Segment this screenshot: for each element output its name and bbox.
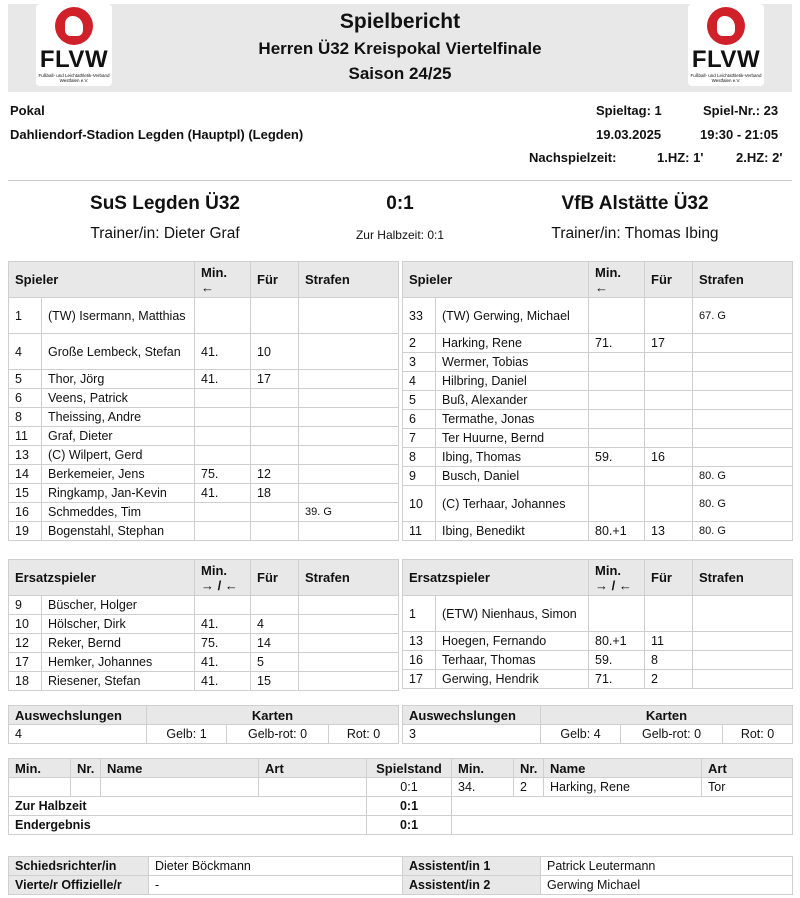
sub-minute — [589, 298, 645, 334]
penalty: 80. G — [693, 522, 793, 541]
player-number: 13 — [403, 632, 436, 651]
penalty — [693, 596, 793, 632]
player-number: 4 — [9, 334, 42, 370]
player-name: Veens, Patrick — [42, 389, 195, 408]
player-row — [403, 632, 793, 651]
col-away-nr: Nr. — [514, 759, 544, 778]
player-number: 33 — [403, 298, 436, 334]
home-subs-table — [8, 559, 399, 691]
player-number: 17 — [403, 670, 436, 689]
assistant1-label: Assistent/in 1 — [403, 857, 541, 876]
player-row — [9, 634, 399, 653]
replaced-number — [645, 391, 693, 410]
player-name: (TW) Isermann, Matthias — [42, 298, 195, 334]
replaced-number — [645, 429, 693, 448]
player-row — [403, 391, 793, 410]
player-row — [403, 486, 793, 522]
player-number: 8 — [403, 448, 436, 467]
fourth-official-name: - — [149, 876, 403, 895]
away-yellow-red-count: Gelb-rot: 0 — [621, 725, 723, 744]
col-home-nr: Nr. — [71, 759, 101, 778]
player-name: Schmeddes, Tim — [42, 503, 195, 522]
extra-time-label: Nachspielzeit: — [529, 150, 617, 165]
goal-score: 0:1 — [367, 778, 452, 797]
player-name: Ibing, Benedikt — [436, 522, 589, 541]
replaced-number — [645, 467, 693, 486]
season-title: Saison 24/25 — [348, 64, 452, 83]
replaced-number — [645, 410, 693, 429]
player-row — [9, 389, 399, 408]
penalty: 67. G — [693, 298, 793, 334]
extra-time-second-half: 2.HZ: 2' — [736, 150, 783, 165]
player-row — [9, 370, 399, 389]
penalty — [299, 653, 399, 672]
match-type: Pokal — [10, 103, 45, 118]
extra-time-first-half: 1.HZ: 1' — [657, 150, 704, 165]
player-row — [403, 410, 793, 429]
player-name: Reker, Bernd — [42, 634, 195, 653]
sub-minute — [589, 467, 645, 486]
replaced-number: 2 — [645, 670, 693, 689]
col-penalties: Strafen — [693, 560, 793, 596]
sub-minute: 41. — [195, 370, 251, 389]
sub-minute — [589, 372, 645, 391]
player-row — [403, 353, 793, 372]
away-red-count: Rot: 0 — [723, 725, 793, 744]
goal-row — [9, 778, 793, 797]
col-home-name: Name — [101, 759, 259, 778]
col-home-min: Min. — [9, 759, 71, 778]
sub-minute — [589, 353, 645, 372]
replaced-number — [251, 427, 299, 446]
matchday: Spieltag: 1 — [596, 103, 662, 118]
col-cards: Karten — [541, 706, 793, 725]
player-row — [403, 298, 793, 334]
away-team-name: VfB Alstätte Ü32 — [561, 193, 709, 214]
sub-minute — [195, 503, 251, 522]
player-row — [9, 522, 399, 541]
player-name: Wermer, Tobias — [436, 353, 589, 372]
player-name: Hoegen, Fernando — [436, 632, 589, 651]
match-time: 19:30 - 21:05 — [700, 127, 779, 142]
player-name: (C) Wilpert, Gerd — [42, 446, 195, 465]
player-name: Hemker, Johannes — [42, 653, 195, 672]
penalty — [299, 389, 399, 408]
col-cards: Karten — [147, 706, 399, 725]
match-date: 19.03.2025 — [596, 127, 662, 142]
replaced-number: 11 — [645, 632, 693, 651]
player-row — [403, 429, 793, 448]
col-min: Min. → / ← — [195, 560, 251, 596]
sub-minute: 59. — [589, 448, 645, 467]
player-number: 5 — [9, 370, 42, 389]
replaced-number — [645, 353, 693, 372]
goals-table — [8, 758, 793, 835]
player-name: Büscher, Holger — [42, 596, 195, 615]
sub-minute: 41. — [195, 672, 251, 691]
sub-minute: 41. — [195, 653, 251, 672]
home-lineup-table — [8, 261, 399, 541]
replaced-number: 17 — [251, 370, 299, 389]
away-trainer: Trainer/in: Thomas Ibing — [551, 225, 719, 242]
col-away-name: Name — [544, 759, 702, 778]
player-number: 17 — [9, 653, 42, 672]
player-name: Hilbring, Daniel — [436, 372, 589, 391]
sub-minute: 71. — [589, 670, 645, 689]
player-row — [9, 503, 399, 522]
player-number: 8 — [9, 408, 42, 427]
goal-type: Tor — [702, 778, 793, 797]
player-number: 16 — [403, 651, 436, 670]
sub-minute: 41. — [195, 334, 251, 370]
away-yellow-count: Gelb: 4 — [541, 725, 621, 744]
replaced-number — [251, 408, 299, 427]
logo-subtext: Fußball- und Leichtathletik-Verband Westfalen e.V. — [690, 73, 762, 83]
player-number: 11 — [403, 522, 436, 541]
player-row — [9, 465, 399, 484]
penalty — [299, 522, 399, 541]
venue: Dahliendorf-Stadion Legden (Hauptpl) (Legden) — [10, 127, 304, 142]
fourth-official-label: Vierte/r Offizielle/r — [9, 876, 149, 895]
competition-title: Herren Ü32 Kreispokal Viertelfinale — [258, 39, 542, 58]
divider — [8, 180, 792, 181]
replaced-number — [645, 486, 693, 522]
col-sub: Ersatzspieler — [9, 560, 195, 596]
col-for: Für — [645, 560, 693, 596]
player-number: 10 — [9, 615, 42, 634]
player-row — [9, 596, 399, 615]
home-summary-table — [8, 705, 399, 744]
home-trainer: Trainer/in: Dieter Graf — [90, 225, 240, 242]
player-row — [403, 522, 793, 541]
player-row — [9, 615, 399, 634]
player-number: 9 — [403, 467, 436, 486]
player-name: Graf, Dieter — [42, 427, 195, 446]
report-title: Spielbericht — [339, 10, 461, 33]
penalty — [299, 446, 399, 465]
sub-minute — [589, 486, 645, 522]
sub-minute: 75. — [195, 465, 251, 484]
sub-minute — [195, 298, 251, 334]
player-row — [403, 596, 793, 632]
player-row — [403, 670, 793, 689]
replaced-number — [251, 298, 299, 334]
penalty — [299, 484, 399, 503]
player-name: Riesener, Stefan — [42, 672, 195, 691]
officials-table — [8, 856, 793, 895]
referee-name: Dieter Böckmann — [149, 857, 403, 876]
player-number: 2 — [403, 334, 436, 353]
referee-label: Schiedsrichter/in — [9, 857, 149, 876]
player-name: Ibing, Thomas — [436, 448, 589, 467]
player-number: 7 — [403, 429, 436, 448]
sub-minute — [195, 522, 251, 541]
player-name: Große Lembeck, Stefan — [42, 334, 195, 370]
penalty: 80. G — [693, 486, 793, 522]
player-name: (TW) Gerwing, Michael — [436, 298, 589, 334]
player-name: Gerwing, Hendrik — [436, 670, 589, 689]
sub-minute: 75. — [195, 634, 251, 653]
logo-text: FLVW — [39, 46, 109, 73]
assistant2-name: Gerwing Michael — [541, 876, 793, 895]
player-name: Ringkamp, Jan-Kevin — [42, 484, 195, 503]
col-substitutions: Auswechslungen — [403, 706, 541, 725]
player-row — [9, 427, 399, 446]
sub-minute: 80.+1 — [589, 632, 645, 651]
col-player: Spieler — [403, 262, 589, 298]
replaced-number: 17 — [645, 334, 693, 353]
replaced-number — [251, 522, 299, 541]
replaced-number: 16 — [645, 448, 693, 467]
penalty — [299, 672, 399, 691]
player-number: 6 — [403, 410, 436, 429]
player-name: (C) Terhaar, Johannes — [436, 486, 589, 522]
penalty — [693, 410, 793, 429]
replaced-number — [645, 372, 693, 391]
replaced-number — [251, 503, 299, 522]
player-row — [9, 653, 399, 672]
penalty — [299, 596, 399, 615]
halftime-result: 0:1 — [367, 797, 452, 816]
home-team-name: SuS Legden Ü32 — [90, 193, 240, 214]
halftime-score: Zur Halbzeit: 0:1 — [355, 228, 445, 242]
sub-minute — [589, 596, 645, 632]
final-label: Endergebnis — [9, 816, 367, 835]
penalty — [299, 298, 399, 334]
player-row — [403, 372, 793, 391]
penalty — [693, 372, 793, 391]
sub-minute: 41. — [195, 484, 251, 503]
col-away-min: Min. — [452, 759, 514, 778]
assistant1-name: Patrick Leutermann — [541, 857, 793, 876]
player-row — [9, 446, 399, 465]
player-number: 9 — [9, 596, 42, 615]
goal-nr: 2 — [514, 778, 544, 797]
home-red-count: Rot: 0 — [329, 725, 399, 744]
col-min: Min. ← — [195, 262, 251, 298]
player-number: 5 — [403, 391, 436, 410]
report-header — [8, 4, 792, 92]
col-for: Für — [645, 262, 693, 298]
replaced-number — [251, 446, 299, 465]
replaced-number: 10 — [251, 334, 299, 370]
player-row — [403, 334, 793, 353]
col-home-type: Art — [259, 759, 367, 778]
player-number: 14 — [9, 465, 42, 484]
home-subs-count: 4 — [9, 725, 147, 744]
col-for: Für — [251, 262, 299, 298]
player-row — [9, 298, 399, 334]
replaced-number — [251, 389, 299, 408]
sub-minute — [589, 410, 645, 429]
player-row — [403, 448, 793, 467]
player-number: 19 — [9, 522, 42, 541]
player-number: 13 — [9, 446, 42, 465]
col-sub: Ersatzspieler — [403, 560, 589, 596]
sub-minute: 59. — [589, 651, 645, 670]
sub-minute — [195, 427, 251, 446]
player-name: Busch, Daniel — [436, 467, 589, 486]
player-row — [9, 484, 399, 503]
penalty — [693, 651, 793, 670]
player-number: 11 — [9, 427, 42, 446]
col-min: Min. ← — [589, 262, 645, 298]
player-name: Terhaar, Thomas — [436, 651, 589, 670]
goal-scorer: Harking, Rene — [544, 778, 702, 797]
player-number: 12 — [9, 634, 42, 653]
penalty — [693, 448, 793, 467]
penalty — [693, 353, 793, 372]
replaced-number — [251, 596, 299, 615]
goal-min: 34. — [452, 778, 514, 797]
logo-subtext: Fußball- und Leichtathletik-Verband Westfalen e.V. — [38, 73, 110, 83]
sub-minute — [195, 408, 251, 427]
player-name: Harking, Rene — [436, 334, 589, 353]
away-subs-count: 3 — [403, 725, 541, 744]
horse-crest-icon — [707, 7, 745, 45]
penalty — [693, 391, 793, 410]
player-name: Ter Huurne, Bernd — [436, 429, 589, 448]
player-number: 18 — [9, 672, 42, 691]
col-min: Min. → / ← — [589, 560, 645, 596]
player-row — [9, 334, 399, 370]
col-score: Spielstand — [367, 759, 452, 778]
player-name: Termathe, Jonas — [436, 410, 589, 429]
replaced-number: 8 — [645, 651, 693, 670]
player-number: 4 — [403, 372, 436, 391]
home-yellow-red-count: Gelb-rot: 0 — [227, 725, 329, 744]
col-for: Für — [251, 560, 299, 596]
replaced-number: 18 — [251, 484, 299, 503]
final-score: 0:1 — [386, 193, 414, 214]
col-penalties: Strafen — [693, 262, 793, 298]
penalty — [299, 334, 399, 370]
penalty — [693, 334, 793, 353]
player-name: (ETW) Nienhaus, Simon — [436, 596, 589, 632]
penalty — [299, 408, 399, 427]
replaced-number: 12 — [251, 465, 299, 484]
sub-minute: 71. — [589, 334, 645, 353]
replaced-number: 14 — [251, 634, 299, 653]
player-number: 1 — [9, 298, 42, 334]
home-yellow-count: Gelb: 1 — [147, 725, 227, 744]
player-name: Bogenstahl, Stephan — [42, 522, 195, 541]
col-penalties: Strafen — [299, 560, 399, 596]
sub-minute — [195, 446, 251, 465]
penalty — [299, 465, 399, 484]
player-name: Thor, Jörg — [42, 370, 195, 389]
sub-minute — [195, 389, 251, 408]
away-summary-table — [402, 705, 793, 744]
player-row — [9, 672, 399, 691]
sub-minute — [589, 429, 645, 448]
sub-minute — [589, 391, 645, 410]
player-row — [403, 651, 793, 670]
col-penalties: Strafen — [299, 262, 399, 298]
player-name: Berkemeier, Jens — [42, 465, 195, 484]
col-substitutions: Auswechslungen — [9, 706, 147, 725]
penalty — [693, 429, 793, 448]
away-subs-table — [402, 559, 793, 689]
penalty — [693, 632, 793, 651]
player-number: 15 — [9, 484, 42, 503]
penalty: 39. G — [299, 503, 399, 522]
penalty — [299, 427, 399, 446]
replaced-number — [645, 298, 693, 334]
assistant2-label: Assistent/in 2 — [403, 876, 541, 895]
flvw-logo-right — [688, 4, 764, 86]
player-number: 1 — [403, 596, 436, 632]
replaced-number: 15 — [251, 672, 299, 691]
away-lineup-table — [402, 261, 793, 541]
player-number: 3 — [403, 353, 436, 372]
penalty — [299, 634, 399, 653]
replaced-number: 13 — [645, 522, 693, 541]
col-player: Spieler — [9, 262, 195, 298]
final-result: 0:1 — [367, 816, 452, 835]
col-away-type: Art — [702, 759, 793, 778]
penalty — [299, 615, 399, 634]
replaced-number: 4 — [251, 615, 299, 634]
penalty — [693, 670, 793, 689]
player-row — [9, 408, 399, 427]
logo-text: FLVW — [691, 46, 761, 73]
sub-minute: 80.+1 — [589, 522, 645, 541]
player-name: Buß, Alexander — [436, 391, 589, 410]
match-number: Spiel-Nr.: 23 — [703, 103, 779, 118]
penalty: 80. G — [693, 467, 793, 486]
player-name: Hölscher, Dirk — [42, 615, 195, 634]
halftime-label: Zur Halbzeit — [9, 797, 367, 816]
player-row — [403, 467, 793, 486]
sub-minute — [195, 596, 251, 615]
player-number: 6 — [9, 389, 42, 408]
player-number: 16 — [9, 503, 42, 522]
sub-minute: 41. — [195, 615, 251, 634]
replaced-number: 5 — [251, 653, 299, 672]
player-number: 10 — [403, 486, 436, 522]
player-name: Theissing, Andre — [42, 408, 195, 427]
penalty — [299, 370, 399, 389]
replaced-number — [645, 596, 693, 632]
